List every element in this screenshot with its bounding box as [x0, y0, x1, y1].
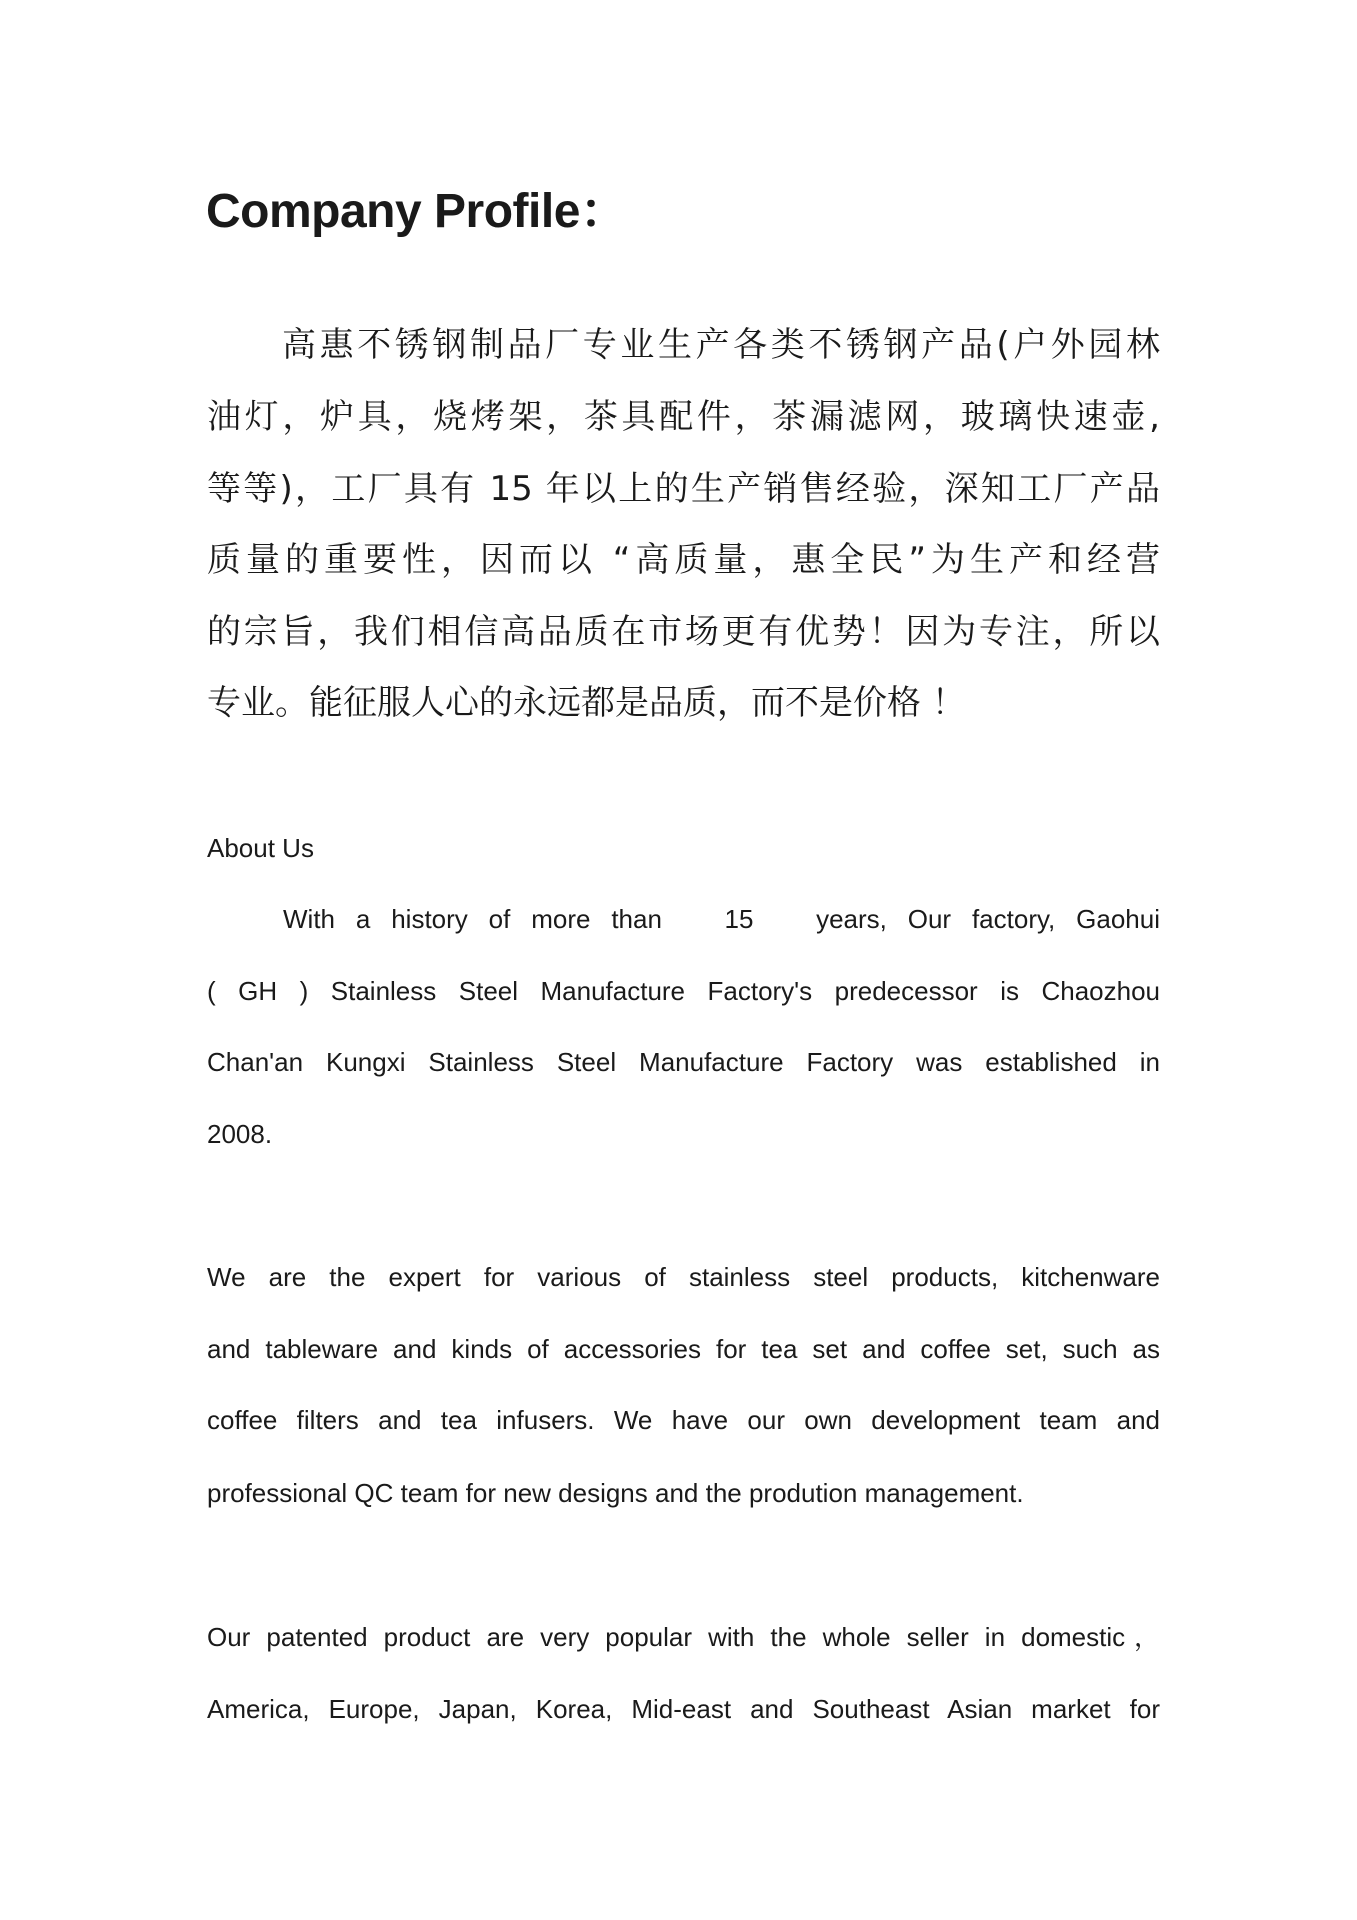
text-line: and tableware and kinds of accessories for tea set and coffee set, such as: [207, 1334, 1160, 1364]
text-line: coffee filters and tea infusers. We have our own development team and: [207, 1405, 1160, 1435]
text-line: 质量的重要性，因而以 “高质量，惠全民”为生产和经营: [207, 540, 1160, 580]
text-line: America, Europe, Japan, Korea, Mid-east and Southeast Asian market for: [207, 1694, 1160, 1724]
text-line: With a history of more than 15 years, Our factory, Gaohui: [283, 904, 1160, 934]
text-line: Our patented product are very popular with the whole seller in domestic，: [207, 1622, 1160, 1652]
text-line: 油灯，炉具，烧烤架，茶具配件，茶漏滤网，玻璃快速壶,: [207, 397, 1160, 437]
page-title: Company Profile：: [206, 185, 628, 238]
section-heading-about-us: About Us: [207, 833, 314, 863]
text-line: 2008.: [207, 1119, 273, 1149]
text-line: 高惠不锈钢制品厂专业生产各类不锈钢产品(户外园林: [282, 325, 1160, 365]
text-line: We are the expert for various of stainless steel products, kitchenware: [207, 1262, 1160, 1292]
text-line: 专业。能征服人心的永远都是品质，而不是价格 ！: [207, 683, 966, 723]
text-line: ( GH ) Stainless Steel Manufacture Factory's predecessor is Chaozhou: [207, 976, 1160, 1006]
text-line: Chan'an Kungxi Stainless Steel Manufacture Factory was established in: [207, 1047, 1160, 1077]
text-line: 的宗旨，我们相信高品质在市场更有优势！因为专注，所以: [207, 612, 1160, 652]
text-line: 等等)，工厂具有 15 年以上的生产销售经验，深知工厂产品: [207, 469, 1160, 509]
text-line: professional QC team for new designs and the prodution management.: [207, 1478, 1024, 1508]
